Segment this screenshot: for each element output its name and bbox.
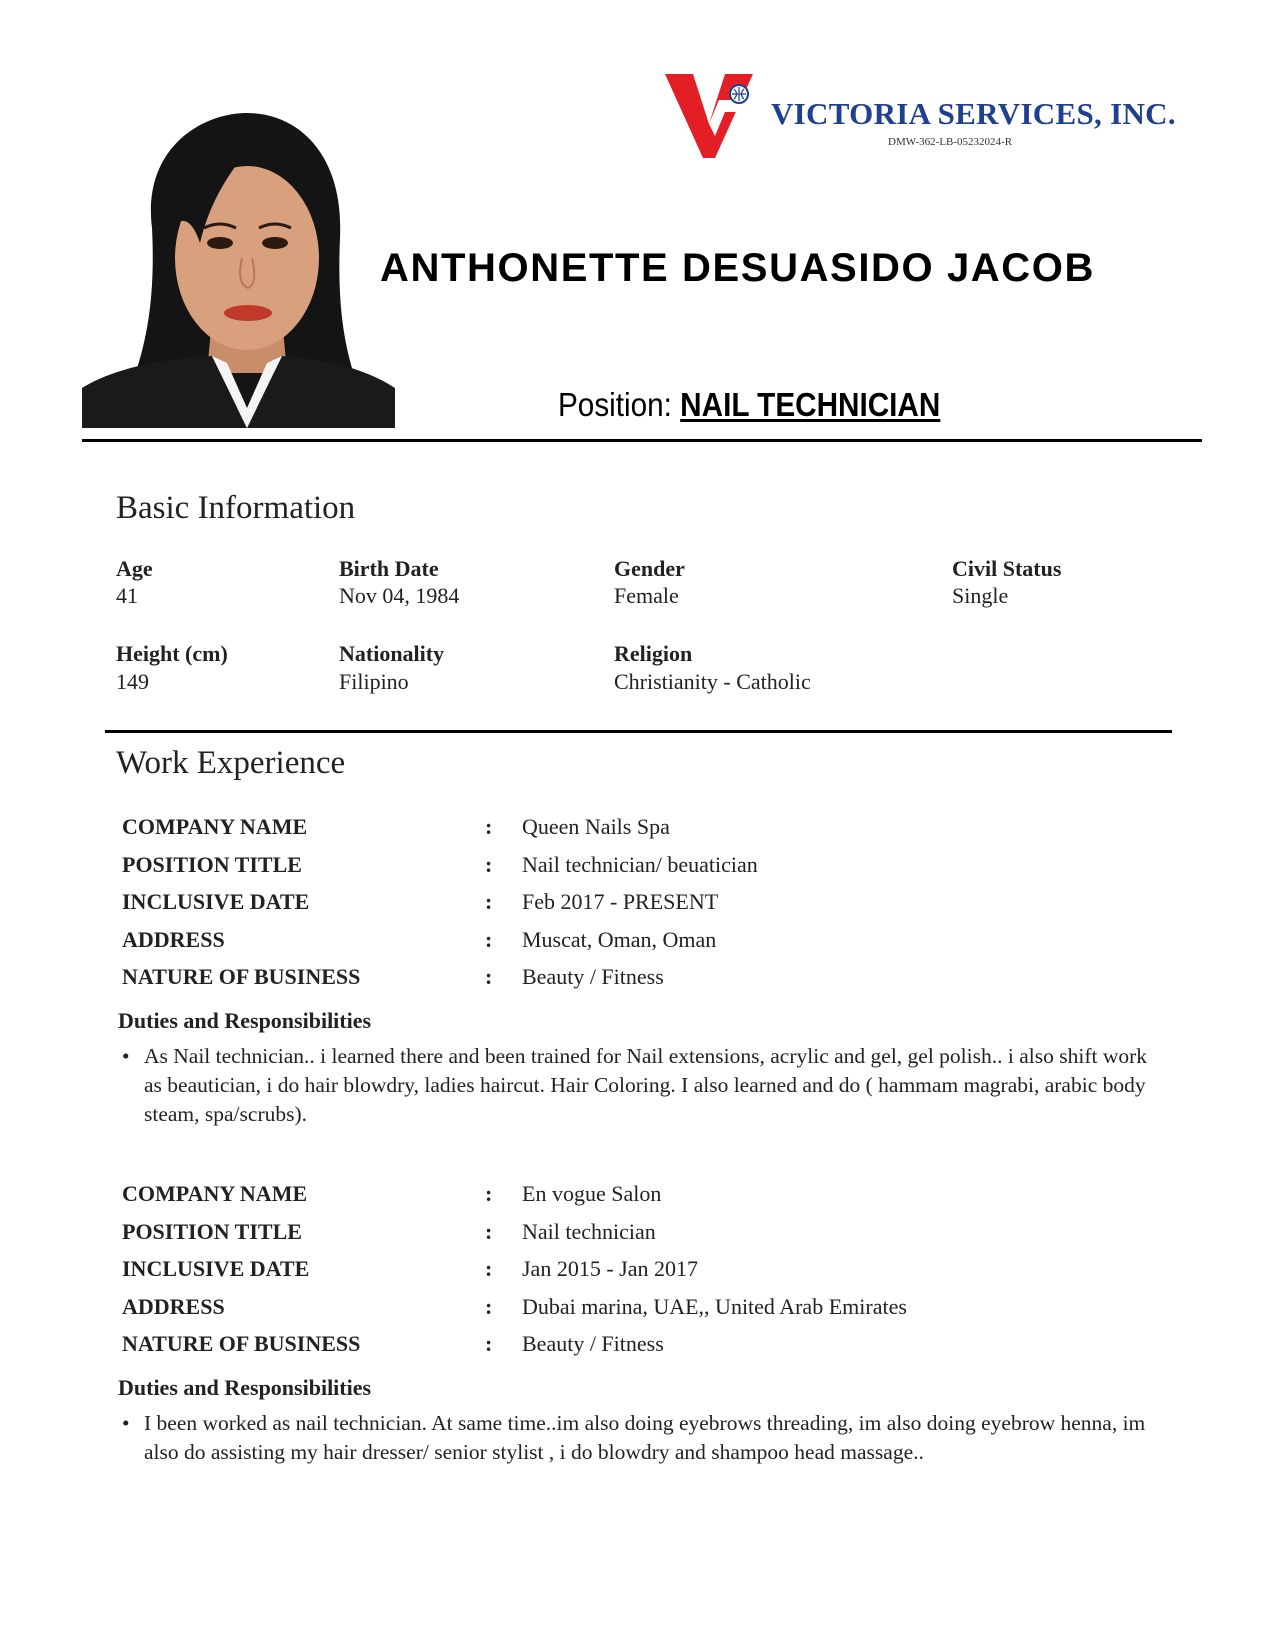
separator: : (485, 1331, 493, 1356)
inclusive-date-label: INCLUSIVE DATE (122, 1256, 310, 1281)
job-entry-1 (118, 814, 1172, 1129)
nationality-value: Filipino (339, 669, 409, 694)
job-row-date (122, 889, 1172, 927)
position-title-label: POSITION TITLE (122, 851, 302, 877)
portrait-illustration (82, 108, 395, 428)
nature-of-business-value: Beauty / Fitness (522, 1331, 664, 1356)
section-divider (105, 730, 1172, 733)
civil-status-value: Single (952, 583, 1009, 608)
gender-label: Gender (614, 556, 685, 581)
duties-text: I been worked as nail technician. At same time..im also doing eyebrows threading, im also doing eyebrow henna, im also do assisting my hair dresser/ senior stylist , i do blowdry and shampoo head massage.. (144, 1410, 1146, 1464)
inclusive-date-value: Feb 2017 - PRESENT (522, 889, 719, 914)
nature-of-business-label: NATURE OF BUSINESS (122, 1331, 361, 1356)
age-label: Age (116, 556, 153, 581)
address-value: Dubai marina, UAE,, United Arab Emirates (522, 1293, 907, 1319)
position-title-value: Nail technician (522, 1218, 656, 1244)
civil-status-label: Civil Status (952, 556, 1062, 581)
religion-label: Religion (614, 641, 693, 666)
separator: : (485, 814, 493, 839)
work-experience-title: Work Experience (116, 745, 346, 781)
basic-info-title: Basic Information (116, 490, 356, 526)
company-name-value: En vogue Salon (522, 1181, 662, 1206)
duties-item (122, 1042, 1154, 1129)
company-license-number: DMW-362-LB-05232024-R (888, 136, 1013, 148)
duties-text: As Nail technician.. i learned there and been trained for Nail extensions, acrylic and gel, gel polish.. i also shift work as beautician, i do hair blowdry, ladies haircut. Hair Coloring. I also learned and do ( hammam magrabi, arabic body steam, spa/scrubs). (144, 1043, 1148, 1126)
nationality-label: Nationality (339, 641, 445, 666)
separator: : (485, 1181, 493, 1206)
position-value: NAIL TECHNICIAN (680, 386, 941, 423)
job-row-position (122, 1219, 1172, 1257)
address-label: ADDRESS (122, 926, 225, 952)
header-divider (82, 439, 1202, 442)
height-label: Height (cm) (116, 641, 228, 666)
job-row-business (122, 964, 1172, 1002)
bullet: • (122, 1410, 130, 1435)
company-logo (663, 72, 1183, 162)
position-title-label: POSITION TITLE (122, 1218, 302, 1244)
birth-date-value: Nov 04, 1984 (339, 583, 460, 608)
height-value: 149 (116, 669, 149, 694)
birth-date-label: Birth Date (339, 556, 439, 581)
gender-value: Female (614, 583, 679, 608)
job-row-company (122, 1181, 1172, 1219)
duties-title: Duties and Responsibilities (118, 1007, 372, 1033)
job-entry-2 (118, 1181, 1172, 1467)
company-name-value: Queen Nails Spa (522, 814, 670, 839)
job-row-business (122, 1331, 1172, 1369)
profile-photo (82, 108, 395, 428)
inclusive-date-label: INCLUSIVE DATE (122, 889, 310, 914)
separator: : (485, 964, 493, 989)
age-value: 41 (116, 583, 138, 608)
bullet: • (122, 1043, 130, 1068)
inclusive-date-value: Jan 2015 - Jan 2017 (522, 1256, 698, 1281)
nature-of-business-value: Beauty / Fitness (522, 964, 664, 989)
duties-title: Duties and Responsibilities (118, 1374, 372, 1400)
separator: : (485, 926, 493, 952)
separator: : (485, 851, 493, 877)
duties-item (122, 1409, 1154, 1467)
job-row-company (122, 814, 1172, 852)
separator: : (485, 1218, 493, 1244)
company-name-label: COMPANY NAME (122, 1181, 308, 1206)
position-label: Position: (558, 386, 672, 423)
job-row-address (122, 1294, 1172, 1332)
position-line (558, 386, 940, 424)
job-row-date (122, 1256, 1172, 1294)
nature-of-business-label: NATURE OF BUSINESS (122, 964, 361, 989)
separator: : (485, 889, 493, 914)
separator: : (485, 1256, 493, 1281)
company-name: VICTORIA SERVICES, INC. (771, 96, 1176, 131)
candidate-name: ANTHONETTE DESUASIDO JACOB (380, 246, 1095, 290)
job-row-position (122, 852, 1172, 890)
address-value: Muscat, Oman, Oman (522, 926, 717, 952)
victoria-v-logo-icon (663, 72, 755, 160)
position-title-value: Nail technician/ beuatician (522, 851, 758, 877)
religion-value: Christianity - Catholic (614, 669, 811, 694)
address-label: ADDRESS (122, 1293, 225, 1319)
job-row-address (122, 927, 1172, 965)
separator: : (485, 1293, 493, 1319)
company-name-label: COMPANY NAME (122, 814, 308, 839)
